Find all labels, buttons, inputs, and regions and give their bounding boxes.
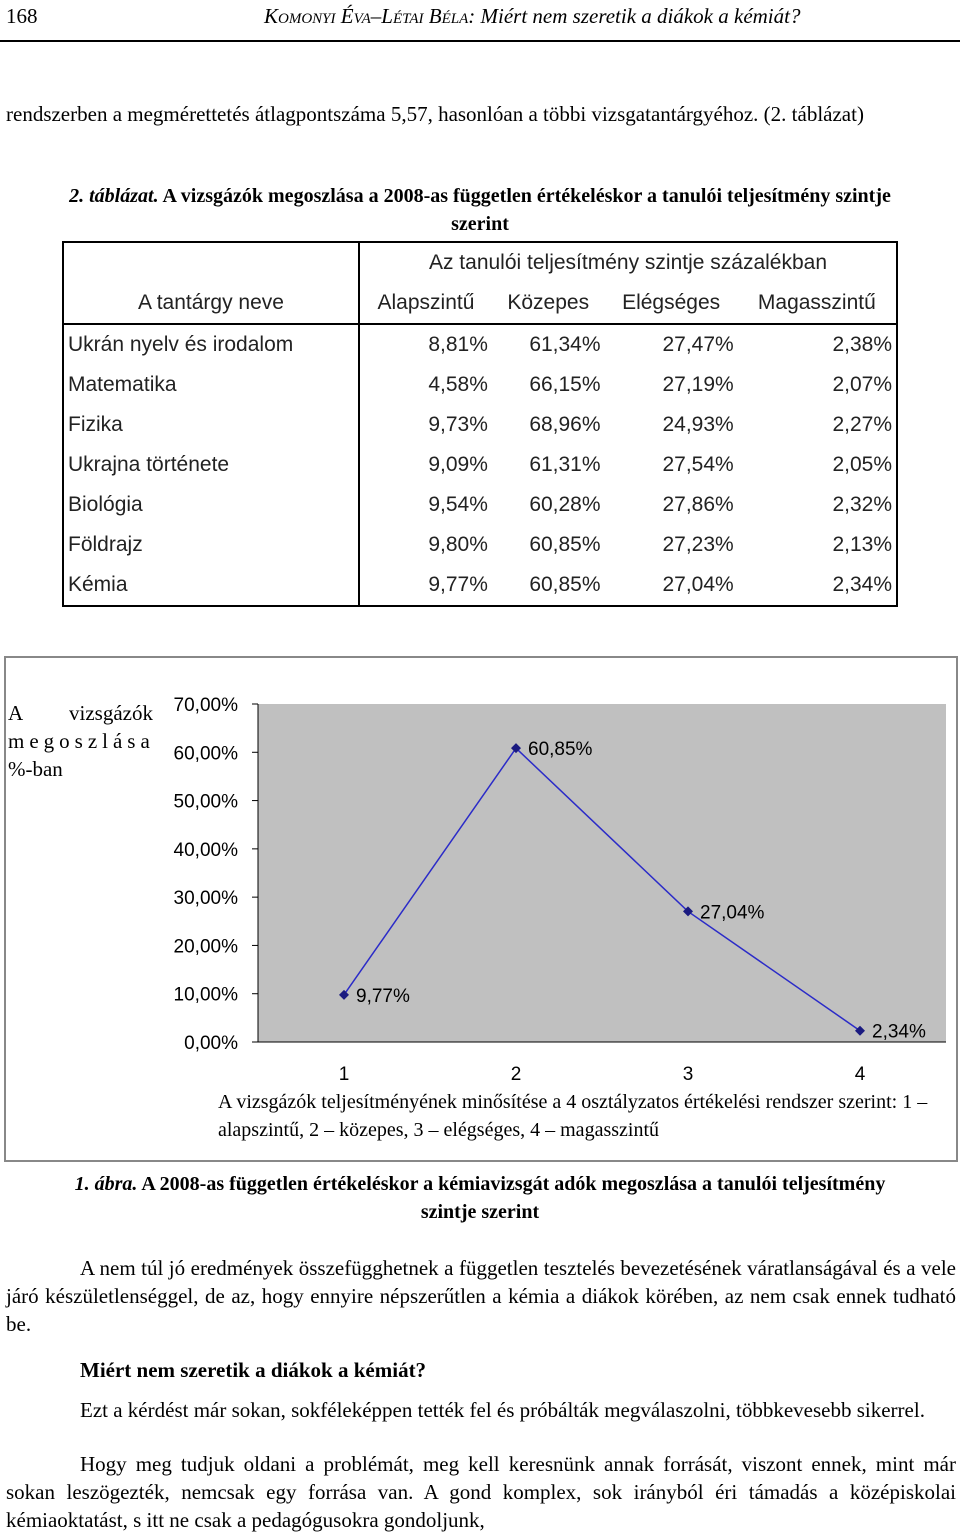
y-tick-label: 60,00% [173, 743, 238, 765]
table-cell-subject: Földrajz [63, 525, 359, 565]
table-col-header: Elégséges [622, 291, 721, 314]
x-tick-label: 1 [338, 1064, 350, 1085]
table-caption-label: 2. táblázat. [69, 185, 159, 207]
table-cell-value: 24,93% [662, 413, 734, 436]
table-cell-value: 2,07% [738, 365, 897, 405]
table-cell-value: 68,96% [529, 413, 601, 436]
body-paragraph: A nem túl jó eredmények összefügghetnek a független tesztelés bevezetésének váratlanságával és a vele járó készületlenséggel, de az, hogy ennyire népszerűtlen a kémia a diákok körében, az nem csak ennek tudható be. [6, 1256, 956, 1336]
data-label: 9,77% [356, 985, 410, 1007]
y-tick-label: 20,00% [173, 936, 238, 958]
table-subject-header: A tantárgy neve [63, 283, 359, 324]
y-tick-label: 30,00% [173, 888, 238, 910]
table-cell-value: 8,81% [359, 324, 492, 365]
figure-caption-text: A 2008-as független értékeléskor a kémiavizsgát adók megoszlása a tanulói teljesítmény szintje szerint [141, 1173, 886, 1223]
table-cell-value: 9,09% [428, 453, 488, 476]
figure-caption-label: 1. ábra. [74, 1173, 138, 1195]
figure-caption [60, 1170, 900, 1226]
table-cell-subject: Matematika [63, 365, 359, 405]
table-cell-value: 27,86% [662, 493, 734, 516]
table-cell-subject: Kémia [63, 565, 359, 606]
table-cell-value: 60,85% [529, 533, 601, 556]
table-cell-subject: Fizika [63, 405, 359, 445]
chart-y-label-part: %-ban [8, 757, 63, 781]
y-tick-label: 40,00% [173, 839, 238, 861]
table-cell-value: 2,27% [738, 405, 897, 445]
table-cell-value: 60,28% [529, 493, 601, 516]
table-cell-value: 2,32% [738, 485, 897, 525]
table-cell-value: 60,85% [492, 565, 605, 606]
table-cell-value: 27,23% [662, 533, 734, 556]
table-cell-value: 61,31% [529, 453, 601, 476]
table-cell-value: 2,34% [738, 565, 897, 606]
table-cell-value: 27,04% [605, 565, 738, 606]
data-label: 27,04% [700, 902, 765, 924]
y-tick-label: 70,00% [173, 695, 238, 716]
data-label: 60,85% [528, 739, 593, 761]
running-article-title: Miért nem szeretik a diákok a kémiát? [480, 4, 801, 28]
y-tick-label: 10,00% [173, 984, 238, 1006]
body-paragraph: Ezt a kérdést már sokan, sokféleképpen tették fel és próbálták megválaszolni, többkevesebb sikerrel. [80, 1398, 925, 1422]
page-number: 168 [6, 4, 38, 28]
body-paragraph: Hogy meg tudjuk oldani a problémát, meg kell keresnünk annak forrását, viszont ennek, mint már sokan leszögezték, nemcsak egy forrása van. A gond komplex, sok irányból éri támadás a középiskolai kémiaoktatást, s itt ne csak a pedagógusokra gondoljunk, [6, 1452, 956, 1532]
intro-paragraph: rendszerben a megmérettetés átlagpontszáma 5,57, hasonlóan a többi vizsgatantárgyéhoz. (2. táblázat) [6, 102, 864, 126]
table-cell-value: 27,19% [662, 373, 734, 396]
chart-y-label-part: vizsgázók [69, 701, 153, 725]
table-cell-value: 9,80% [428, 533, 488, 556]
y-tick-label: 50,00% [173, 791, 238, 813]
table-caption-text: A vizsgázók megoszlása a 2008-as független értékeléskor a tanulói teljesítmény szintje szerint [162, 185, 891, 235]
table-col-header: Alapszintű [377, 291, 475, 314]
table-cell-value: 2,38% [738, 324, 897, 365]
table-cell-value: 4,58% [428, 373, 488, 396]
table-cell-value: 9,54% [428, 493, 488, 516]
table-cell-value: 2,05% [738, 445, 897, 485]
table-cell-value: 27,54% [662, 453, 734, 476]
table-col-header: Közepes [507, 291, 590, 314]
table-cell-value: 9,73% [428, 413, 488, 436]
table-cell-value: 27,47% [605, 324, 738, 365]
chart-y-label-part: megoszlása [8, 729, 155, 753]
table-cell-value: 2,13% [738, 525, 897, 565]
table-cell-value: 61,34% [492, 324, 605, 365]
table-cell-subject: Ukrajna története [63, 445, 359, 485]
data-label: 2,34% [872, 1021, 926, 1043]
table-cell-subject: Ukrán nyelv és irodalom [63, 324, 359, 365]
x-tick-label: 2 [510, 1064, 522, 1085]
table-cell-value: 66,15% [529, 373, 601, 396]
x-tick-label: 4 [854, 1064, 866, 1085]
chart-y-label-part: A [8, 701, 24, 725]
chart-x-label: A vizsgázók teljesítményének minősítése a 4 osztályzatos értékelési rendszer szerint: 1 – alapszintű, 2 – közepes, 3 – elégséges, 4 – magasszintű [218, 1091, 928, 1141]
running-authors: Komonyi Éva–Létai Béla: [264, 4, 476, 28]
section-heading: Miért nem szeretik a diákok a kémiát? [80, 1358, 427, 1382]
table-cell-subject: Biológia [63, 485, 359, 525]
x-tick-label: 3 [682, 1064, 694, 1085]
table-col-header: Magasszintű [738, 283, 897, 324]
table-group-header: Az tanulói teljesítmény szintje százalékban [359, 242, 897, 283]
y-tick-label: 0,00% [184, 1033, 238, 1054]
table-cell-value: 9,77% [359, 565, 492, 606]
